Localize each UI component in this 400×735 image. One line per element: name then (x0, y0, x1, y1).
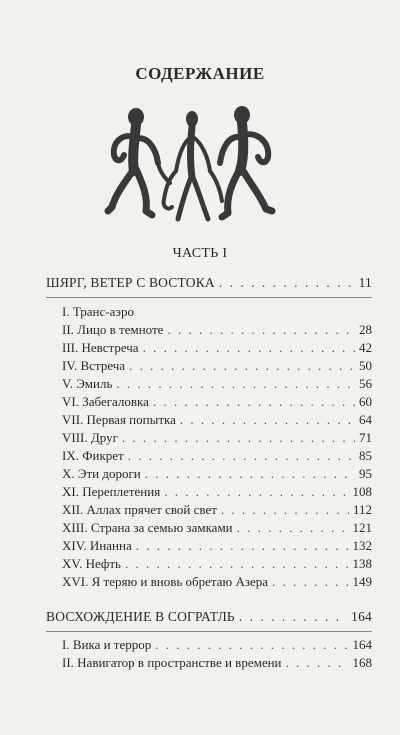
toc-chapter-title: VIII. Друг (62, 430, 118, 445)
toc-chapter[interactable] (62, 376, 372, 392)
toc-chapter-title: XVI. Я теряю и вновь обретаю Азера (62, 574, 269, 589)
toc-chapter[interactable] (62, 358, 372, 374)
toc-chapter-title: XIV. Инанна (62, 538, 132, 553)
toc-section-title: ШЯРГ, ВЕТЕР С ВОСТОКА (46, 275, 215, 290)
toc-dot-leader (167, 322, 355, 338)
toc-chapter[interactable] (62, 655, 372, 671)
toc-dot-leader (122, 430, 355, 446)
toc-chapter[interactable] (62, 484, 372, 500)
toc-chapter-title: XV. Нефть (62, 556, 121, 571)
section-divider (46, 631, 372, 632)
toc-dot-leader (237, 520, 349, 536)
section-divider (46, 297, 372, 298)
toc-page-number: 149 (352, 574, 372, 589)
toc-chapter-title: VII. Первая попытка (62, 412, 176, 427)
toc-chapter[interactable] (62, 412, 372, 428)
toc-chapter[interactable] (62, 340, 372, 356)
toc-page-number: 56 (359, 376, 372, 391)
toc-dot-leader (143, 340, 355, 356)
toc-chapter[interactable] (62, 637, 372, 653)
toc-page-number: 168 (352, 655, 372, 670)
toc-chapter[interactable] (62, 394, 372, 410)
toc-page-number: 164 (352, 637, 372, 652)
toc-chapter-title: I. Вика и террор (62, 637, 152, 652)
toc-chapter-title: V. Эмиль (62, 376, 113, 391)
part-heading: ЧАСТЬ I (172, 246, 228, 261)
toc-chapter-title: XI. Переплетения (62, 484, 161, 499)
toc-dot-leader (136, 538, 349, 554)
toc-chapter-title: XII. Аллах прячет свой свет (62, 502, 217, 517)
toc-dot-leader (272, 574, 348, 590)
toc-page-number: 64 (359, 412, 372, 427)
toc-chapter[interactable] (62, 304, 134, 320)
toc-page-number: 42 (359, 340, 372, 355)
toc-chapter[interactable] (62, 556, 372, 572)
contents-title: СОДЕРЖАНИЕ (135, 64, 265, 83)
toc-dot-leader (221, 502, 349, 518)
toc-section-2[interactable] (46, 609, 372, 625)
toc-page-number: 121 (352, 520, 372, 535)
toc-dot-leader (145, 466, 355, 482)
toc-dot-leader (128, 448, 355, 464)
toc-chapter-title: I. Транс-аэро (62, 304, 134, 319)
toc-page-number: 85 (359, 448, 372, 463)
toc-page-number: 71 (359, 430, 372, 445)
toc-chapter-title: VI. Забегаловка (62, 394, 149, 409)
toc-chapter[interactable] (62, 448, 372, 464)
toc-page-number: 112 (352, 502, 372, 517)
toc-dot-leader (129, 358, 355, 374)
toc-page-number: 108 (352, 484, 372, 499)
toc-chapter[interactable] (62, 520, 372, 536)
toc-chapter[interactable] (62, 430, 372, 446)
toc-chapter-title: X. Эти дороги (62, 466, 141, 481)
toc-chapter-title: IX. Фикрет (62, 448, 124, 463)
toc-page-number: 132 (352, 538, 372, 553)
toc-section-1[interactable] (46, 275, 372, 291)
toc-dot-leader (239, 609, 347, 625)
toc-dot-leader (180, 412, 355, 428)
toc-page-number: 138 (352, 556, 372, 571)
toc-page-number: 60 (359, 394, 372, 409)
toc-page-number: 164 (351, 609, 372, 624)
toc-chapter[interactable] (62, 322, 372, 338)
toc-chapter[interactable] (62, 502, 372, 518)
toc-dot-leader (164, 484, 348, 500)
toc-dot-leader (155, 637, 348, 653)
toc-chapter[interactable] (62, 538, 372, 554)
toc-dot-leader (286, 655, 349, 671)
toc-chapter-title: XIII. Страна за семью замками (62, 520, 233, 535)
toc-page-number: 28 (359, 322, 372, 337)
toc-chapter-title: III. Невстреча (62, 340, 139, 355)
toc-chapter-title: II. Навигатор в пространстве и времени (62, 655, 282, 670)
toc-section-title: ВОСХОЖДЕНИЕ В СОГРАТЛЬ (46, 609, 235, 624)
toc-dot-leader (116, 376, 355, 392)
toc-chapter[interactable] (62, 574, 372, 590)
toc-page-number: 95 (359, 466, 372, 481)
toc-dot-leader (153, 394, 355, 410)
toc-dot-leader (125, 556, 349, 572)
toc-dot-leader (219, 275, 355, 291)
dancing-figures-emblem (104, 103, 280, 225)
toc-chapter-title: II. Лицо в темноте (62, 322, 164, 337)
toc-page-number: 50 (359, 358, 372, 373)
toc-chapter-title: IV. Встреча (62, 358, 126, 373)
toc-chapter[interactable] (62, 466, 372, 482)
toc-page-number: 11 (358, 275, 372, 290)
